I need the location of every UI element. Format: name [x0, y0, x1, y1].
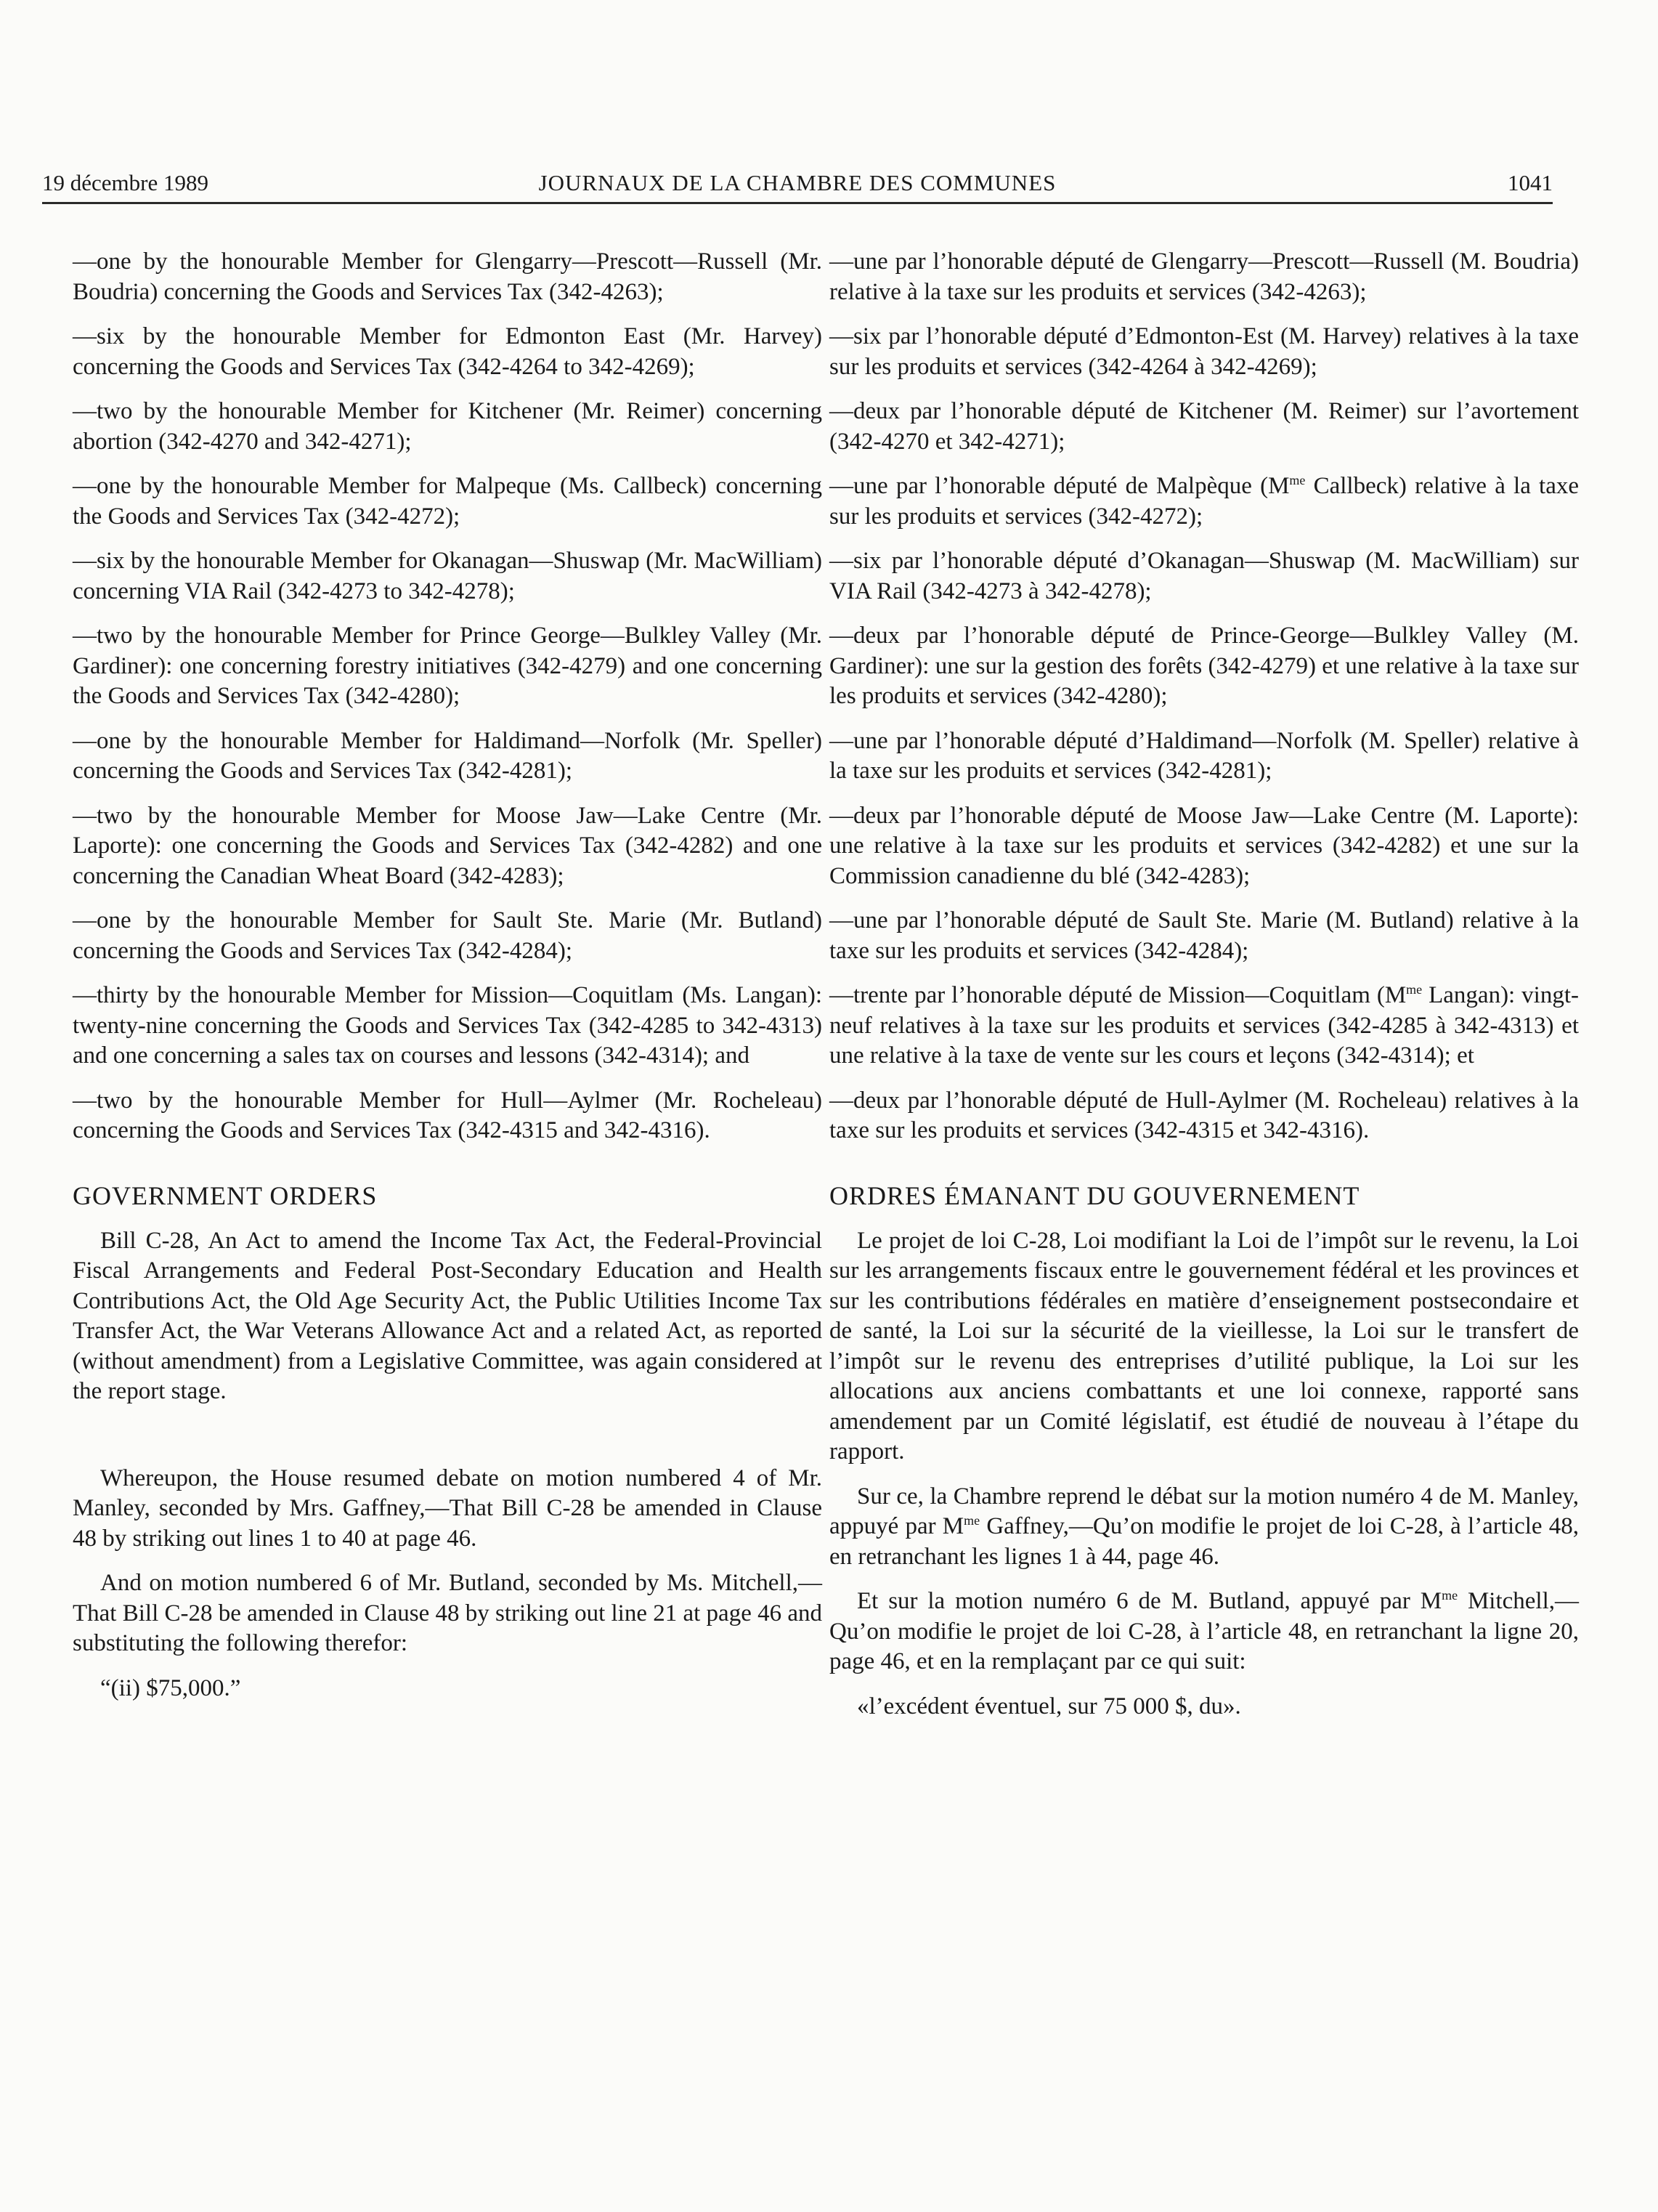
- petition-item: —une par l’honorable député de Sault Ste. Marie (M. Butland) relative à la taxe sur les produits et services (342-4284);: [829, 907, 1579, 964]
- section-title: ORDRES ÉMANANT DU GOUVERNEMENT: [829, 1180, 1360, 1210]
- header-title: JOURNAUX DE LA CHAMBRE DES COMMUNES: [538, 170, 1057, 195]
- petition-item: —one by the honourable Member for Glengarry—Prescott—Russell (Mr. Boudria) concerning the Goods and Services Tax (342-4263);: [73, 248, 822, 305]
- motion-6-paragraph: And on motion numbered 6 of Mr. Butland, seconded by Ms. Mitchell,—That Bill C-28 be amended in Clause 48 by striking out line 21 at page 46 and substituting the following therefor:: [73, 1570, 822, 1656]
- page-number: 1041: [1508, 170, 1553, 195]
- petition-item: —deux par l’honorable député de Kitchener (M. Reimer) sur l’avortement (342-4270 et 342-4271);: [829, 398, 1579, 455]
- header-date: 19 décembre 1989: [42, 170, 208, 195]
- petition-item: —one by the honourable Member for Malpeque (Ms. Callbeck) concerning the Goods and Services Tax (342-4272);: [73, 473, 822, 530]
- petition-item: —one by the honourable Member for Haldimand—Norfolk (Mr. Speller) concerning the Goods and Services Tax (342-4281);: [73, 727, 822, 784]
- amendment-quote: “(ii) $75,000.”: [100, 1674, 241, 1701]
- bill-paragraph: Le projet de loi C-28, Loi modifiant la Loi de l’impôt sur le revenu, la Loi sur les arrangements fiscaux entre le gouvernement fédéral et les provinces et sur les contributions fédérales en matière d’enseignement postsecondaire et de santé, la Loi sur la sécurité de la vieillesse, la Loi sur le transfert de l’impôt sur le revenu des entreprises d’utilité publique, la Loi sur les allocations aux anciens combattants et une loi connexe, rapporté sans amendement par un Comité législatif, est étudié de nouveau à l’étape du rapport.: [829, 1227, 1579, 1464]
- petition-item: —thirty by the honourable Member for Mission—Coquitlam (Ms. Langan): twenty-nine concerning the Goods and Services Tax (342-4285 to 342-4313) and one concerning a sales tax on courses and lessons (342-4314); and: [73, 982, 822, 1069]
- amendment-quote: «l’excédent éventuel, sur 75 000 $, du».: [857, 1693, 1241, 1719]
- petition-item: —two by the honourable Member for Hull—Aylmer (Mr. Rocheleau) concerning the Goods and Services Tax (342-4315 and 342-4316).: [73, 1087, 822, 1143]
- petition-item: —une par l’honorable député d’Haldimand—Norfolk (M. Speller) relative à la taxe sur les produits et services (342-4281);: [829, 727, 1579, 784]
- petition-item: —deux par l’honorable député de Hull-Aylmer (M. Rocheleau) relatives à la taxe sur les produits et services (342-4315 et 342-4316).: [829, 1087, 1579, 1143]
- petition-item: —trente par l’honorable député de Mission—Coquitlam ($M^{me}$ Langan): vingt-neuf relatives à la taxe sur les produits et services (342-4285 à 342-4313) et une relative à la taxe de vente sur les cours et leçons (342-4314); et: [829, 982, 1579, 1069]
- petition-item: —une par l’honorable député de Glengarry—Prescott—Russell (M. Boudria) relative à la taxe sur les produits et services (342-4263);: [829, 248, 1579, 305]
- petition-item: —six by the honourable Member for Okanagan—Shuswap (Mr. MacWilliam) concerning VIA Rail (342-4273 to 342-4278);: [73, 548, 822, 604]
- motion-4-paragraph: Whereupon, the House resumed debate on motion numbered 4 of Mr. Manley, seconded by Mrs. Gaffney,—That Bill C-28 be amended in Clause 48 by striking out lines 1 to 40 at page 46.: [73, 1464, 822, 1552]
- motion-4-paragraph: Sur ce, la Chambre reprend le débat sur la motion numéro 4 de M. Manley, appuyé par $M^{me}$ Gaffney,—Qu’on modifie le projet de loi C-28, à l’article 48, en retranchant les lignes 1 à 44, page 46.: [829, 1483, 1580, 1570]
- section-title: GOVERNMENT ORDERS: [73, 1180, 378, 1210]
- french-column: [829, 247, 1579, 1722]
- page-header: [42, 164, 1553, 204]
- petition-item: —two by the honourable Member for Moose Jaw—Lake Centre (Mr. Laporte): one concerning the Goods and Services Tax (342-4282) and one concerning the Canadian Wheat Board (342-4283);: [73, 802, 822, 889]
- petition-item: —one by the honourable Member for Sault Ste. Marie (Mr. Butland) concerning the Goods and Services Tax (342-4284);: [73, 907, 822, 964]
- petition-item: —deux par l’honorable député de Moose Jaw—Lake Centre (M. Laporte): une relative à la taxe sur les produits et services (342-4282) et une sur la Commission canadienne du blé (342-4283);: [829, 802, 1579, 889]
- petition-item: —two by the honourable Member for Prince George—Bulkley Valley (Mr. Gardiner): one concerning forestry initiatives (342-4279) and one concerning the Goods and Services Tax (342-4280);: [73, 623, 822, 709]
- petition-item: —six par l’honorable député d’Okanagan—Shuswap (M. MacWilliam) sur VIA Rail (342-4273 à 342-4278);: [829, 548, 1579, 604]
- petition-item: —six by the honourable Member for Edmonton East (Mr. Harvey) concerning the Goods and Services Tax (342-4264 to 342-4269);: [73, 323, 822, 380]
- bill-paragraph: Bill C-28, An Act to amend the Income Tax Act, the Federal-Provincial Fiscal Arrangements and Federal Post-Secondary Education and Health Contributions Act, the Old Age Security Act, the Public Utilities Income Tax Transfer Act, the War Veterans Allowance Act and a related Act, as reported (without amendment) from a Legislative Committee, was again considered at the report stage.: [73, 1227, 822, 1404]
- petition-item: —une par l’honorable député de Malpèque ($M^{me}$ Callbeck) relative à la taxe sur les produits et services (342-4272);: [829, 473, 1579, 530]
- motion-6-paragraph: Et sur la motion numéro 6 de M. Butland, appuyé par $M^{me}$ Mitchell,—Qu’on modifie le projet de loi C-28, à l’article 48, en retranchant la ligne 20, page 46, et en la remplaçant par ce qui suit:: [829, 1588, 1580, 1674]
- petition-item: —six par l’honorable député d’Edmonton-Est (M. Harvey) relatives à la taxe sur les produits et services (342-4264 à 342-4269);: [829, 323, 1579, 380]
- petition-item: —deux par l’honorable député de Prince-George—Bulkley Valley (M. Gardiner): une sur la gestion des forêts (342-4279) et une relative à la taxe sur les produits et services (342-4280);: [829, 623, 1579, 709]
- petition-item: —two by the honourable Member for Kitchener (Mr. Reimer) concerning abortion (342-4270 and 342-4271);: [73, 398, 822, 455]
- english-column: [73, 247, 822, 1703]
